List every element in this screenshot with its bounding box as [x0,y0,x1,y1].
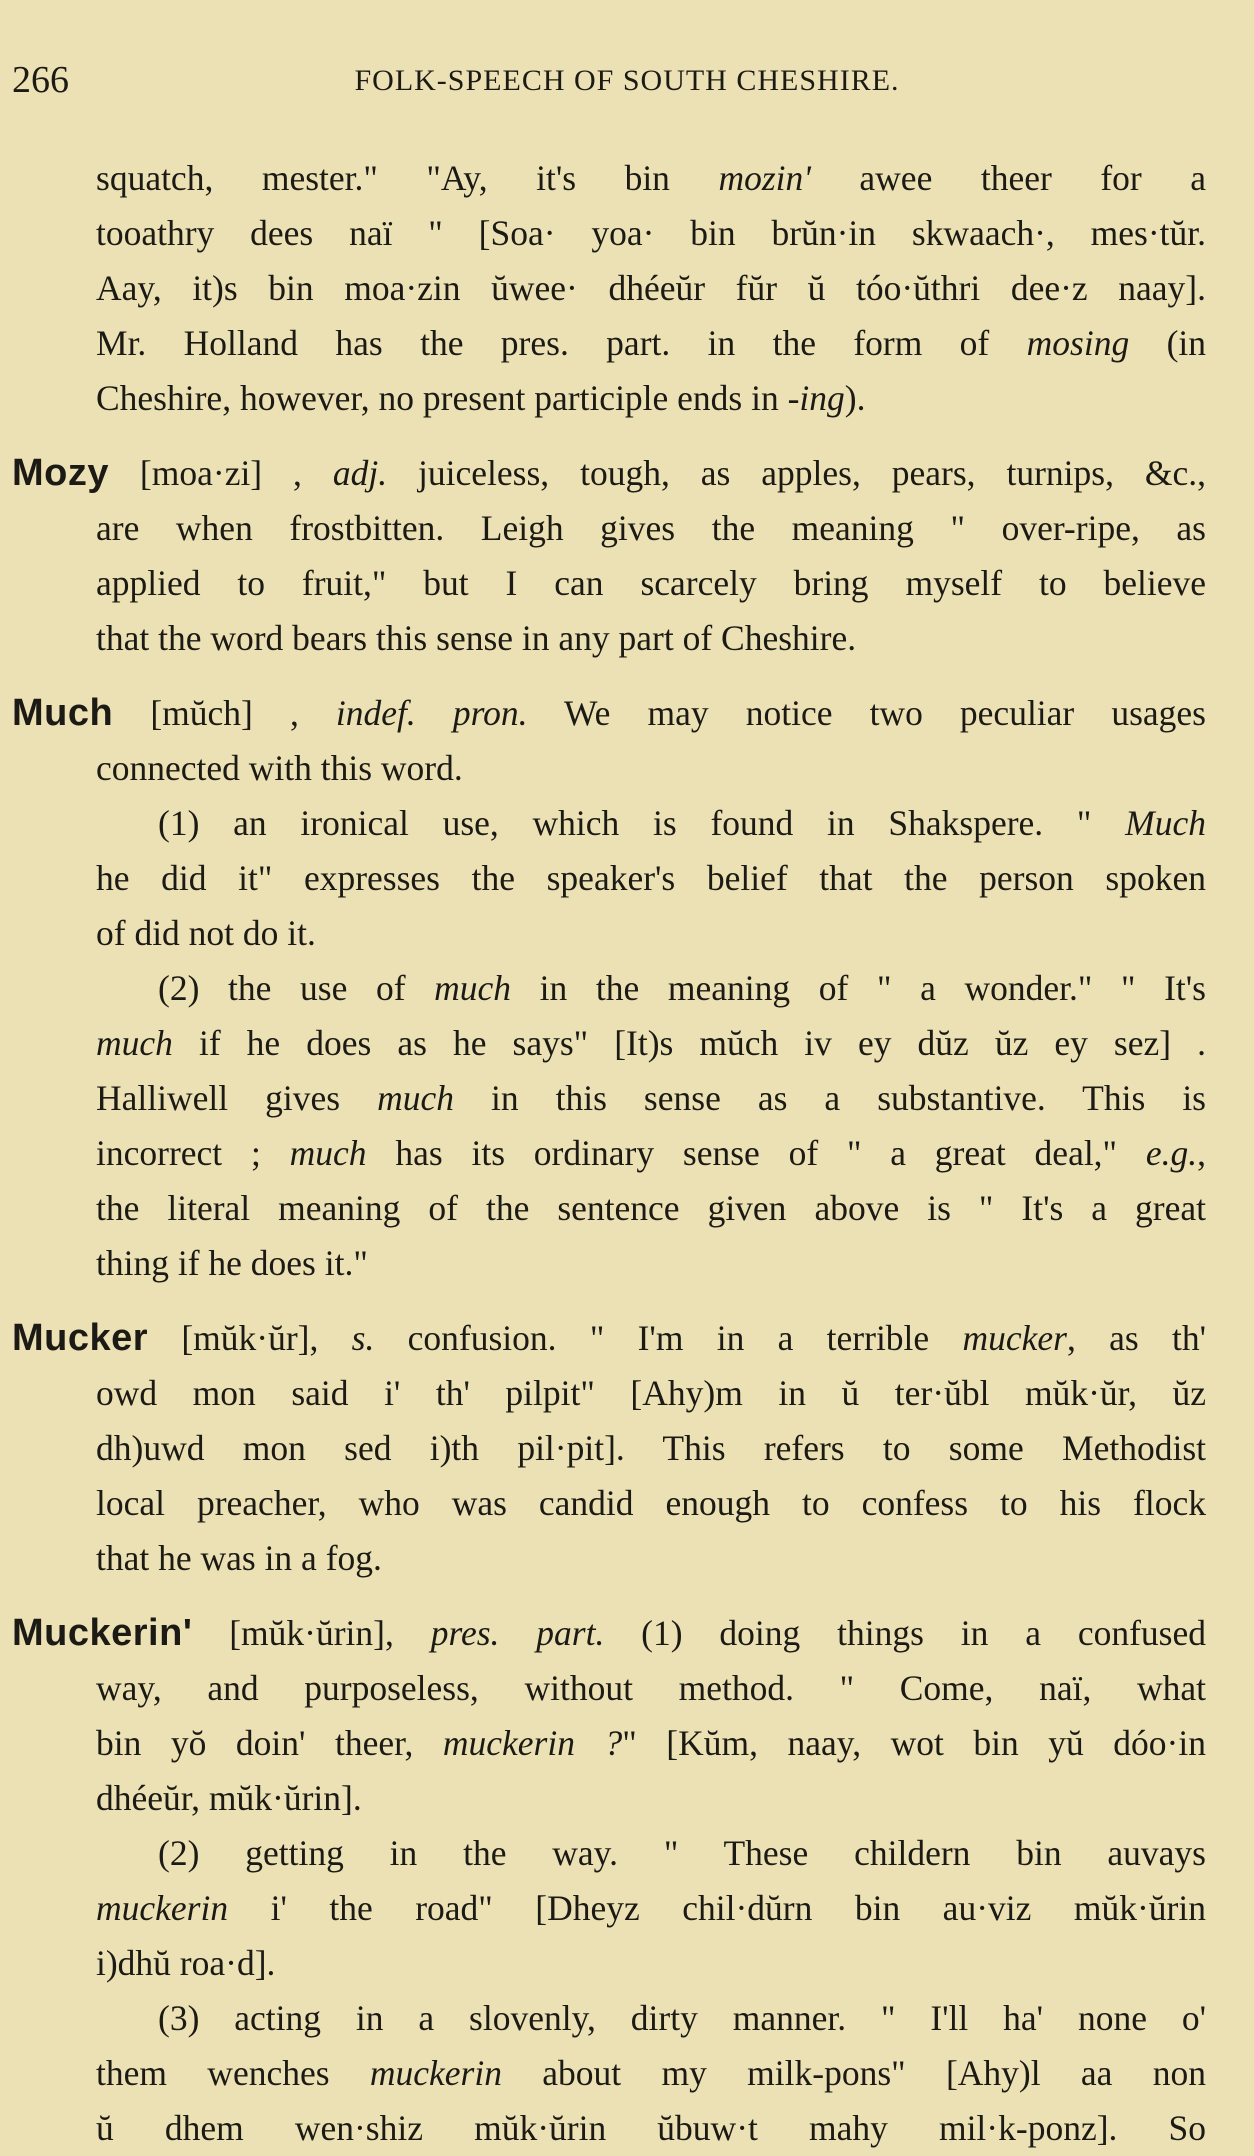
text-run: , [1197,1133,1206,1173]
text-run: (2) getting in the way. " These childern bin auvays [158,1833,1206,1873]
text-run: tooathry dees naï " [Soa· yoa· bin brŭn·in skwaach·, mes·tŭr. [96,213,1206,253]
text-run: We may notice two peculiar usages [527,693,1206,733]
text-run: applied to fruit," but I can scarcely bring myself to believe [96,563,1206,603]
text-line [96,1530,1206,1586]
text-line [96,555,1206,611]
text-line [96,370,1206,426]
italic-text: muckerin ? [442,1723,623,1763]
text-run: (2) the use of [158,968,435,1008]
italic-text: much [377,1078,454,1118]
text-run: in the meaning of " a wonder." " It's [511,968,1206,1008]
text-line [96,1420,1206,1476]
text-run: (1) doing things in a confused [604,1613,1206,1653]
text-run: dh)uwd mon sed i)th pil·pit]. This refers to some Methodist [96,1428,1206,1468]
text-run: (1) an ironical use, which is found in Shakspere. " [158,803,1126,843]
text-run: that the word bears this sense in any part of Cheshire. [96,618,857,658]
text-line [96,205,1206,261]
text-run: Cheshire, however, no present participle ends in [96,378,788,418]
entry-line-mucker [12,1310,1206,1366]
text-line [158,795,1206,851]
text-line [96,1235,1206,1291]
italic-text: Much [1125,803,1206,843]
text-run: owd mon said i' th' pilpit" [Ahy)m in ŭ ter·ŭbl mŭk·ŭr, ŭz [96,1373,1206,1413]
text-line [96,1715,1206,1771]
entry-line-muckerin [12,1605,1206,1661]
text-run: about my milk-pons" [Ahy)l aa non [501,2053,1206,2093]
text-run: [mŭk·ŭrin], [192,1613,431,1653]
text-run: ). [844,378,866,418]
text-run: that he was in a fog. [96,1538,382,1578]
italic-text: pres. part. [430,1613,605,1653]
text-line [96,260,1206,316]
text-line [96,2045,1206,2101]
headword: Much [12,692,114,734]
text-run: thing if he does it." [96,1243,368,1283]
text-run: incorrect ; [96,1133,290,1173]
text-line [158,1990,1206,2046]
italic-text: -ing [787,378,845,418]
text-run: the literal meaning of the sentence given above is " It's a great [96,1188,1206,1228]
text-run: i)dhŭ roa·d]. [96,1943,276,1983]
italic-text: adj. [332,453,388,493]
text-line [96,1880,1206,1936]
text-run: has its ordinary sense of " a great deal," [366,1133,1146,1173]
text-line [96,740,1206,796]
italic-text: e.g. [1145,1133,1198,1173]
italic-text: mosing [1026,323,1130,363]
italic-text: muckerin [96,1888,229,1928]
text-line [96,850,1206,906]
text-run: are when frostbitten. Leigh gives the meaning " over-ripe, as [96,508,1206,548]
text-line [96,1070,1206,1126]
italic-text: mucker [962,1318,1067,1358]
italic-text: mozin' [718,158,811,198]
text-line [158,960,1206,1016]
text-run: , as th' [1066,1318,1206,1358]
text-run: if he does as he says" [It)s mŭch iv ey dŭz ŭz ey sez] . [172,1023,1206,1063]
text-run: [moa·zi] , [109,453,333,493]
text-line [96,1475,1206,1531]
text-run: Mr. Holland has the pres. part. in the form of [96,323,1027,363]
text-line [96,150,1206,206]
text-run: [mŭch] , [113,693,336,733]
text-run: (in [1129,323,1206,363]
text-line [96,610,1206,666]
headword: Mozy [12,452,109,494]
text-run: bin yŏ doin' theer, [96,1723,443,1763]
text-run: (3) acting in a slovenly, dirty manner. " I'll ha' none o' [158,1998,1206,2038]
italic-text: much [289,1133,367,1173]
text-line [96,2100,1206,2156]
text-line [96,315,1206,371]
text-run: [mŭk·ŭr], [148,1318,352,1358]
text-run: them wenches [96,2053,370,2093]
italic-text: much [434,968,512,1008]
entry-line-much [12,685,1206,741]
italic-text: indef. pron. [335,693,528,733]
text-run: ŭ dhem wen·shiz mŭk·ŭrin ŭbuw·t mahy mil·k-ponz]. So [96,2108,1206,2148]
text-run: way, and purposeless, without method. " Come, naï, what [96,1668,1206,1708]
text-line [96,1365,1206,1421]
text-line [96,1125,1206,1181]
text-run: juiceless, tough, as apples, pears, turnips, &c., [387,453,1206,493]
text-run: in this sense as a substantive. This is [453,1078,1206,1118]
text-run: Aay, it)s bin moa·zin ŭwee· dhéeŭr fŭr ŭ tóo·ŭthri dee·z naay]. [96,268,1206,308]
text-line [96,1015,1206,1071]
entry-line-mozy [12,445,1206,501]
text-line [96,1770,1206,1826]
headword: Mucker [12,1317,149,1359]
text-run: connected with this word. [96,748,463,788]
text-run: local preacher, who was candid enough to confess to his flock [96,1483,1206,1523]
text-line [96,1935,1206,1991]
headword: Muckerin' [12,1612,193,1654]
text-run: dhéeŭr, mŭk·ŭrin]. [96,1778,362,1818]
running-header [12,58,1242,108]
text-line [96,1660,1206,1716]
running-title: FOLK-SPEECH OF SOUTH CHESHIRE. [354,64,900,97]
text-line [96,1180,1206,1236]
text-run: he did it" expresses the speaker's belief that the person spoken [96,858,1206,898]
italic-text: much [96,1023,173,1063]
text-run: squatch, mester." "Ay, it's bin [96,158,719,198]
text-line [158,1825,1206,1881]
text-run: confusion. " I'm in a terrible [374,1318,963,1358]
italic-text: muckerin [369,2053,502,2093]
text-run: awee theer for a [810,158,1206,198]
italic-text: s. [351,1318,375,1358]
page-number: 266 [12,59,69,101]
text-run: of did not do it. [96,913,316,953]
text-run: Halliwell gives [96,1078,378,1118]
text-run: i' the road" [Dheyz chil·dŭrn bin au·viz mŭk·ŭrin [228,1888,1206,1928]
text-line [96,500,1206,556]
text-line [96,905,1206,961]
text-run: " [Kŭm, naay, wot bin yŭ dóo·in [622,1723,1206,1763]
